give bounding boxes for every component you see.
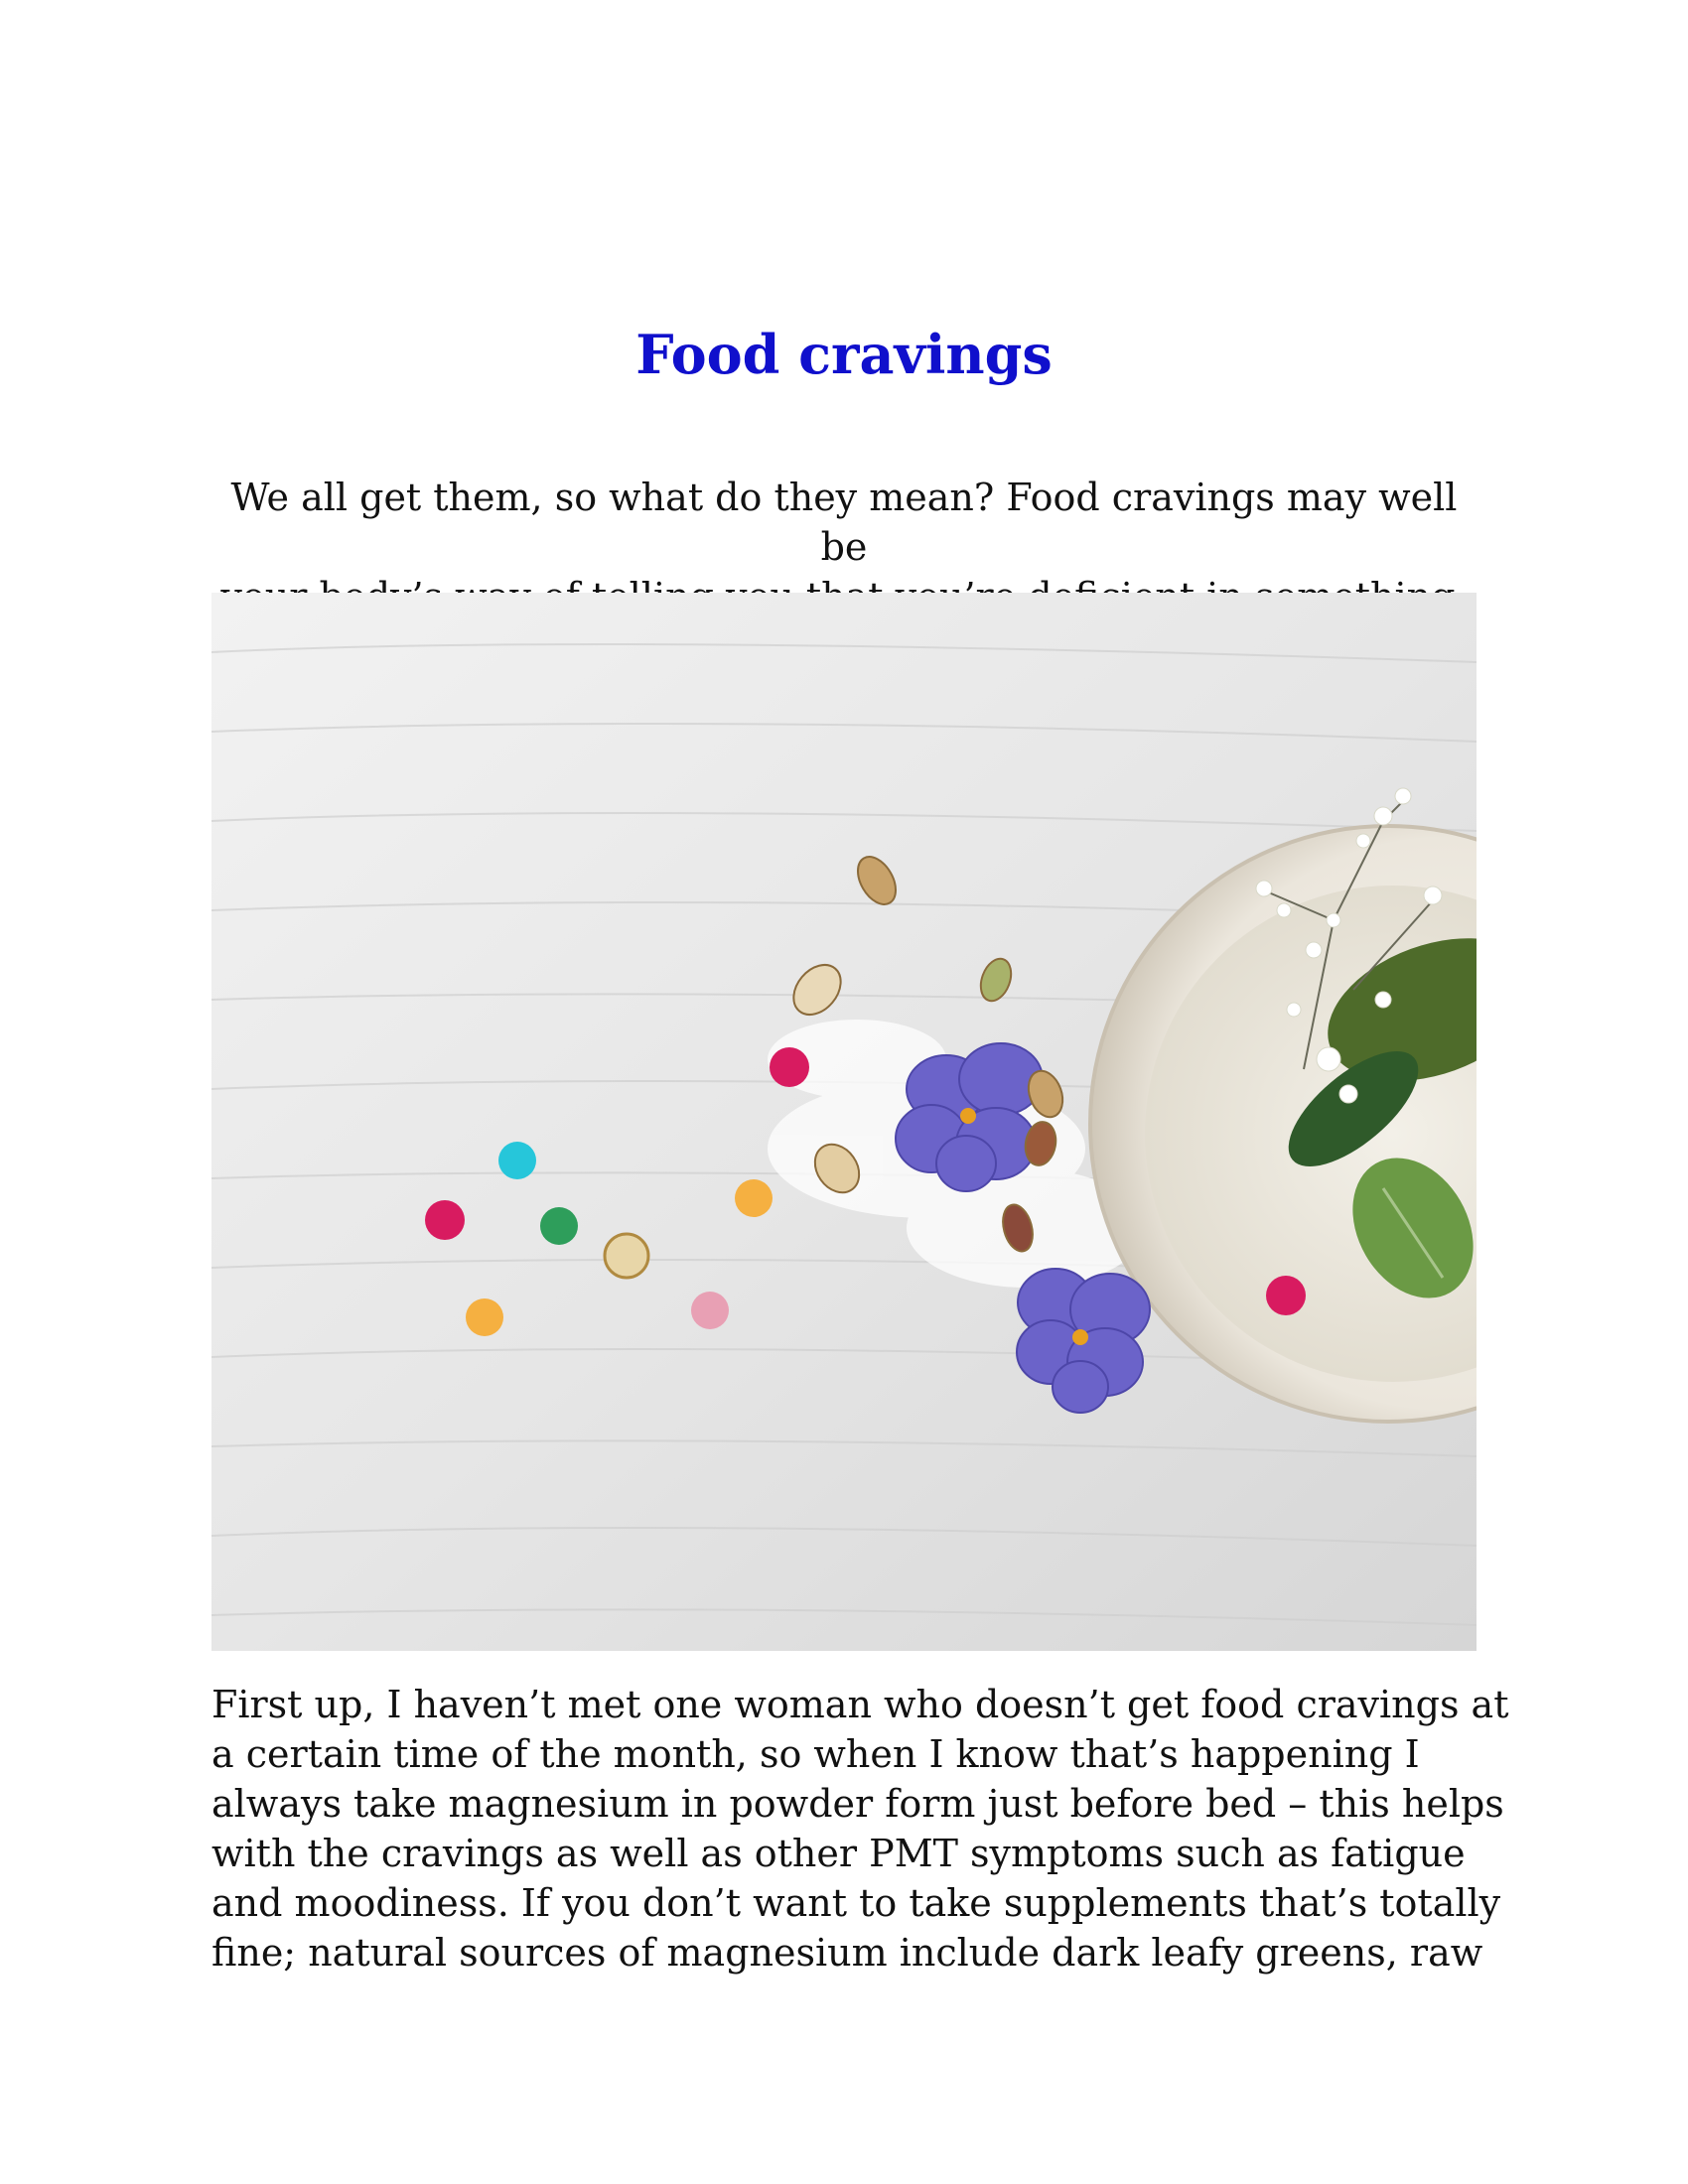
- body-paragraph: [211, 1680, 1509, 1978]
- body-line-2: a certain time of the month, so when I know that’s happening I: [211, 1732, 1420, 1776]
- food-photo: [211, 593, 1477, 1651]
- food-photo-illustration: [211, 593, 1477, 1651]
- page-title: Food cravings: [635, 323, 1053, 386]
- body-line-6: fine; natural sources of magnesium include dark leafy greens, raw: [211, 1931, 1483, 1975]
- body-line-4: with the cravings as well as other PMT symptoms such as fatigue: [211, 1832, 1466, 1875]
- body-line-5: and moodiness. If you don’t want to take supplements that’s totally: [211, 1881, 1501, 1925]
- intro-line-1: We all get them, so what do they mean? Food cravings may well be: [230, 476, 1458, 569]
- pansy-flower-1: [896, 1043, 1043, 1191]
- body-line-1: First up, I haven’t met one woman who doesn’t get food cravings at: [211, 1683, 1509, 1726]
- body-line-3: always take magnesium in powder form just before bed – this helps: [211, 1782, 1504, 1826]
